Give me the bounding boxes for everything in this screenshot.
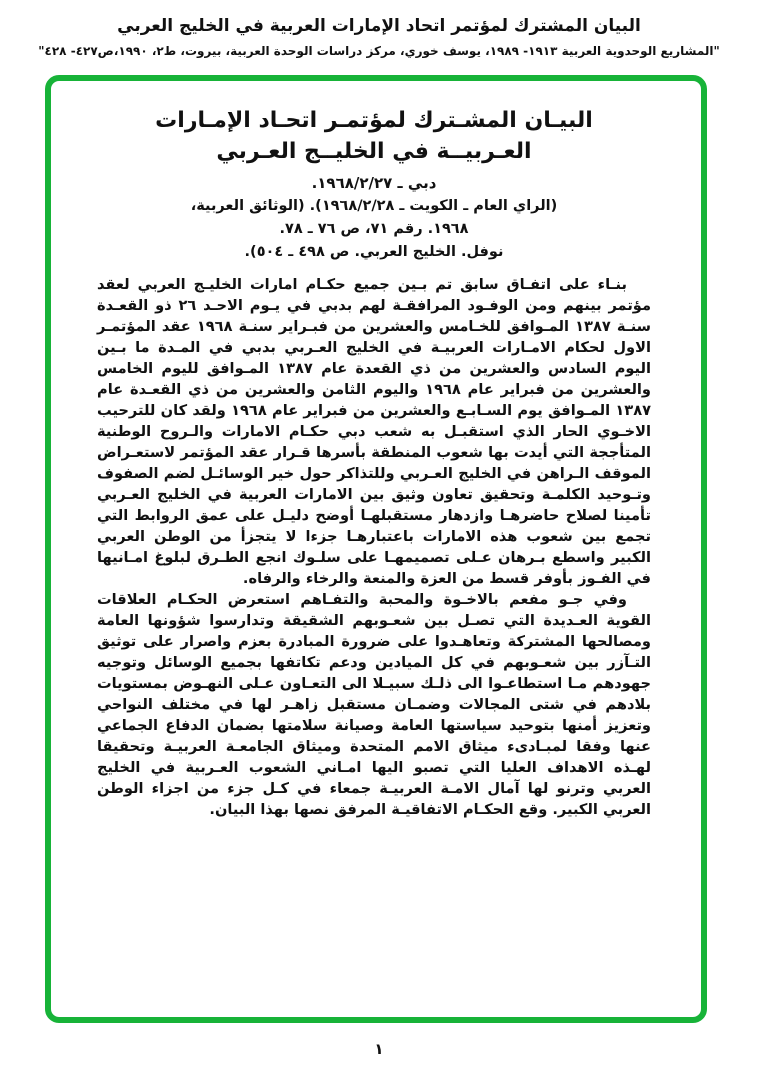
page-number: ١ xyxy=(374,1040,384,1058)
document-body xyxy=(97,274,651,820)
document-border-frame xyxy=(45,75,707,1023)
page-header-title: البيان المشترك لمؤتمر اتحاد الإمارات العربية في الخليج العربي xyxy=(117,16,641,36)
document-title xyxy=(97,105,651,167)
page-header-citation: "المشاريع الوحدوية العربية ١٩١٣- ١٩٨٩، يوسف خوري، مركز دراسات الوحدة العربية، بيروت، ط٢، ١٩٩٠،ص٤٢٧- ٤٢٨" xyxy=(38,44,720,58)
document-title-line1: البيـان المشـترك لمؤتمـر اتحـاد الإمـارات xyxy=(155,108,593,133)
document-source-line: (الراي العام ـ الكويت ـ ١٩٦٨/٢/٢٨). (الوثائق العربية، xyxy=(190,198,558,214)
document-source-line: ١٩٦٨. رقم ٧١، ص ٧٦ ـ ٧٨. xyxy=(279,221,469,237)
document-title-line2: العـربيــة في الخليــج العـربي xyxy=(216,139,532,164)
document-source-block xyxy=(97,195,651,264)
document-content xyxy=(51,81,701,1017)
body-paragraph: بنـاء على اتفـاق سابق تم بـين جميع حكـام امارات الخليـج العربي لعقد مؤتمر بينهم ومن الوفـود المرافقـة لهم بدبي في يـوم الاحـد ٢٦ ذو القعـدة سنـة ١٣٨٧ المـوافق للخـامس والعشرين من فبـراير سنـة ١٩٦٨ عقد المؤتمـر الاول لحكام الامـارات العربيـة في الخليج العـربي بدبي في المـدة ما بـين اليوم السادس والعشرين من ذي القعدة عام ١٣٨٧ المـوافق لليوم الخامس والعشرين من فبراير عام ١٩٦٨ واليوم الثامن والعشرين من ذي القعـدة عام ١٣٨٧ المـوافق يوم السـابـع والعشرين من فبراير عام ١٩٦٨ ولقد كان للترحيب الاخـوي الحار الذي استقبـل به شعب دبي حكـام الامارات والـروح الوطنية المتأججة التي أيدت بها شعوب المنطقة بأسرها قـرار عقد المؤتمر لاستعـراض الموقف الـراهن في الخليج العـربي وللتذاكر حول خير الوسائـل لضم الصفوف وتـوحيد الكلمـة وتحقيق تعاون وثيق بين الامارات العربية في الخليج العـربي تأمينا لصلاح حاضرهـا وازدهار مستقبلهـا أوضح دليـل على عمق الروابط التي تجمع بين شعوب هذه الامارات باعتبارهـا جزءا لا يتجزأ من الوطن العربي الكبير واسطع بـرهان عـلى تصميمهـا على سلـوك انجع الطـرق لبلوغ امـانيها في الفـوز بأوفر قسط من العزة والمنعة والرخاء والرفاه. xyxy=(97,276,652,587)
document-source-line: نوفل. الخليج العربي. ص ٤٩٨ ـ ٥٠٤). xyxy=(244,244,504,260)
body-paragraph: وفي جـو مفعم بالاخـوة والمحبة والتفـاهم استعرض الحكـام العلاقات القوية العـديدة التي تصـل بين شعـوبهم الشقيقة وتدارسوا شؤونها العامة ومصالحها المشتركة وتعاهـدوا على ضرورة المبادرة بعزم واصرار على توثيق التـآزر بين شعـوبهم في كل الميادين ودعم تكاتفها بجميع الوسائل وتوجيه جهودهم مـا استطاعـوا الى ذلـك سبيـلا الى التعـاون عـلى النهـوض بمستويات بلادهم في شتى المجالات وضمـان مستقبل زاهـر لها في مختلف النواحي وتعزيز أمنها بتوحيد سياستها العامة وصيانة سلامتها بضمان الدفاع الجماعي عنها وفقا لمبـادىء ميثاق الامم المتحدة وميثاق الجامعـة العربيـة وتحقيقا لهـذه الاهداف العليا التي تصبو اليها امـاني الشعوب العـربية في الخليج العربي وترنو لها آمال الامـة العربيـة جمعاء في كـل جزء من اجزاء الوطن العربي الكبير. وقع الحكـام الاتفاقيـة المرفق نصها بهذا البيان. xyxy=(97,591,651,818)
document-date-line: دبي ـ ١٩٦٨/٢/٢٧. xyxy=(311,174,437,192)
